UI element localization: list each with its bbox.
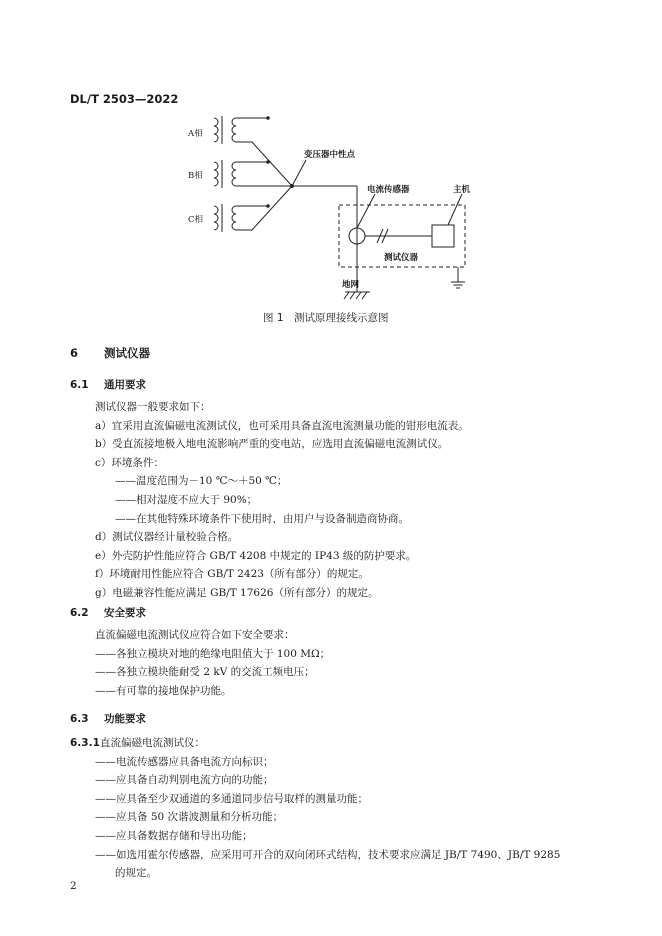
list-item [95,565,469,584]
list-mark: e） [95,549,112,562]
list-item: ——电流传感器应具备电流方向标识； [95,755,274,768]
host-label: 主机 [453,185,471,195]
list-item [95,454,469,473]
function-requirements-list [70,753,560,883]
phase-a-primary-coil [214,118,218,142]
list-mark: c） [95,456,112,469]
list-item: ——温度范围为－10 ℃～＋50 ℃； [115,475,288,488]
list-item [95,435,469,454]
section-title: 功能要求 [104,713,146,725]
general-requirements-block [95,398,469,603]
section-number: 6.1 [70,379,89,391]
list-item [95,417,469,436]
figure-caption: 图 1 测试原理接线示意图 [263,312,389,324]
list-text: 电磁兼容性能应满足 GB/T 17626（所有部分）的规定。 [112,586,379,599]
phase-c-primary-coil [214,206,218,230]
list-mark: g） [95,586,113,599]
list-text: 环境条件： [111,456,164,469]
list-item: ——相对湿度不应大于 90%； [115,493,258,506]
list-text: 外壳防护性能应符合 GB/T 4208 中规定的 IP43 级的防护要求。 [111,549,417,562]
section-number: 6.3 [70,713,89,725]
phase-b-primary-coil [214,162,218,186]
list-item-continuation: 的规定。 [115,867,157,880]
instrument-label: 测试仪器 [384,253,419,263]
list-text: 测试仪器经计量校验合格。 [112,531,239,544]
list-item: ——有可靠的接地保护功能。 [95,684,232,697]
phase-c-secondary-coil [232,206,236,230]
section-number: 6.3.1 [70,737,100,749]
phase-c-label: C相 [188,215,204,225]
section-6-2-heading [70,605,146,620]
ground-grid-label: 地网 [342,280,360,290]
list-mark: a） [95,419,112,432]
section-6-3-1 [70,734,560,883]
section-title: 通用要求 [104,379,146,391]
list-mark: f） [95,568,110,581]
list-item: ——各独立模块对地的绝缘电阻值大于 100 MΩ； [95,647,331,660]
paragraph: 测试仪器一般要求如下： [95,401,211,413]
list-item [95,584,469,603]
list-mark: b） [95,438,113,451]
clause-intro [70,734,560,753]
list-text: 宜采用直流偏磁电流测试仪，也可采用具备直流电流测量功能的钳形电流表。 [111,419,469,432]
phase-a-secondary-coil [232,118,236,142]
standard-id: DL/T 2503—2022 [70,92,179,106]
env-conditions-list [95,472,469,528]
list-text: 受直流接地极入地电流影响严重的变电站，应选用直流偏磁电流测试仪。 [112,438,449,451]
paragraph: 直流偏磁电流测试仪： [100,737,205,749]
neutral-point-label: 变压器中性点 [304,150,356,160]
list-item: ——各独立模块能耐受 2 kV 的交流工频电压； [95,666,315,679]
list-item: ——应具备数据存储和导出功能； [95,829,253,842]
safety-requirements-block [95,626,330,700]
section-6-heading [70,345,150,361]
section-number: 6 [70,346,79,360]
section-title: 安全要求 [104,607,146,619]
section-6-1-heading [70,377,146,392]
list-item: ——在其他特殊环境条件下使用时，由用户与设备制造商协商。 [115,512,409,525]
paragraph: 直流偏磁电流测试仪应符合如下安全要求： [95,629,295,641]
list-text: 环境耐用性能应符合 GB/T 2423（所有部分）的规定。 [109,568,369,581]
section-title: 测试仪器 [104,346,150,360]
list-item: ——应具备 50 次谐波测量和分析功能； [95,811,284,824]
list-item: ——应具备自动判别电流方向的功能； [95,774,274,787]
list-item: ——如选用霍尔传感器，应采用可开合的双向闭环式结构，技术要求应满足 JB/T 7490、JB/T 9285 [95,848,561,861]
phase-a-label: A相 [188,129,203,139]
list-mark: d） [95,531,113,544]
page-number: 2 [70,880,77,892]
phase-b-label: B相 [188,171,203,181]
section-number: 6.2 [70,607,89,619]
section-6-3-heading [70,711,146,726]
list-item: ——应具备至少双通道的多通道同步信号取样的测量功能； [95,792,368,805]
list-item [95,528,469,547]
phase-b-secondary-coil [232,162,236,186]
host-box [432,225,454,247]
current-sensor-label: 电流传感器 [367,185,410,195]
list-item [95,547,469,566]
